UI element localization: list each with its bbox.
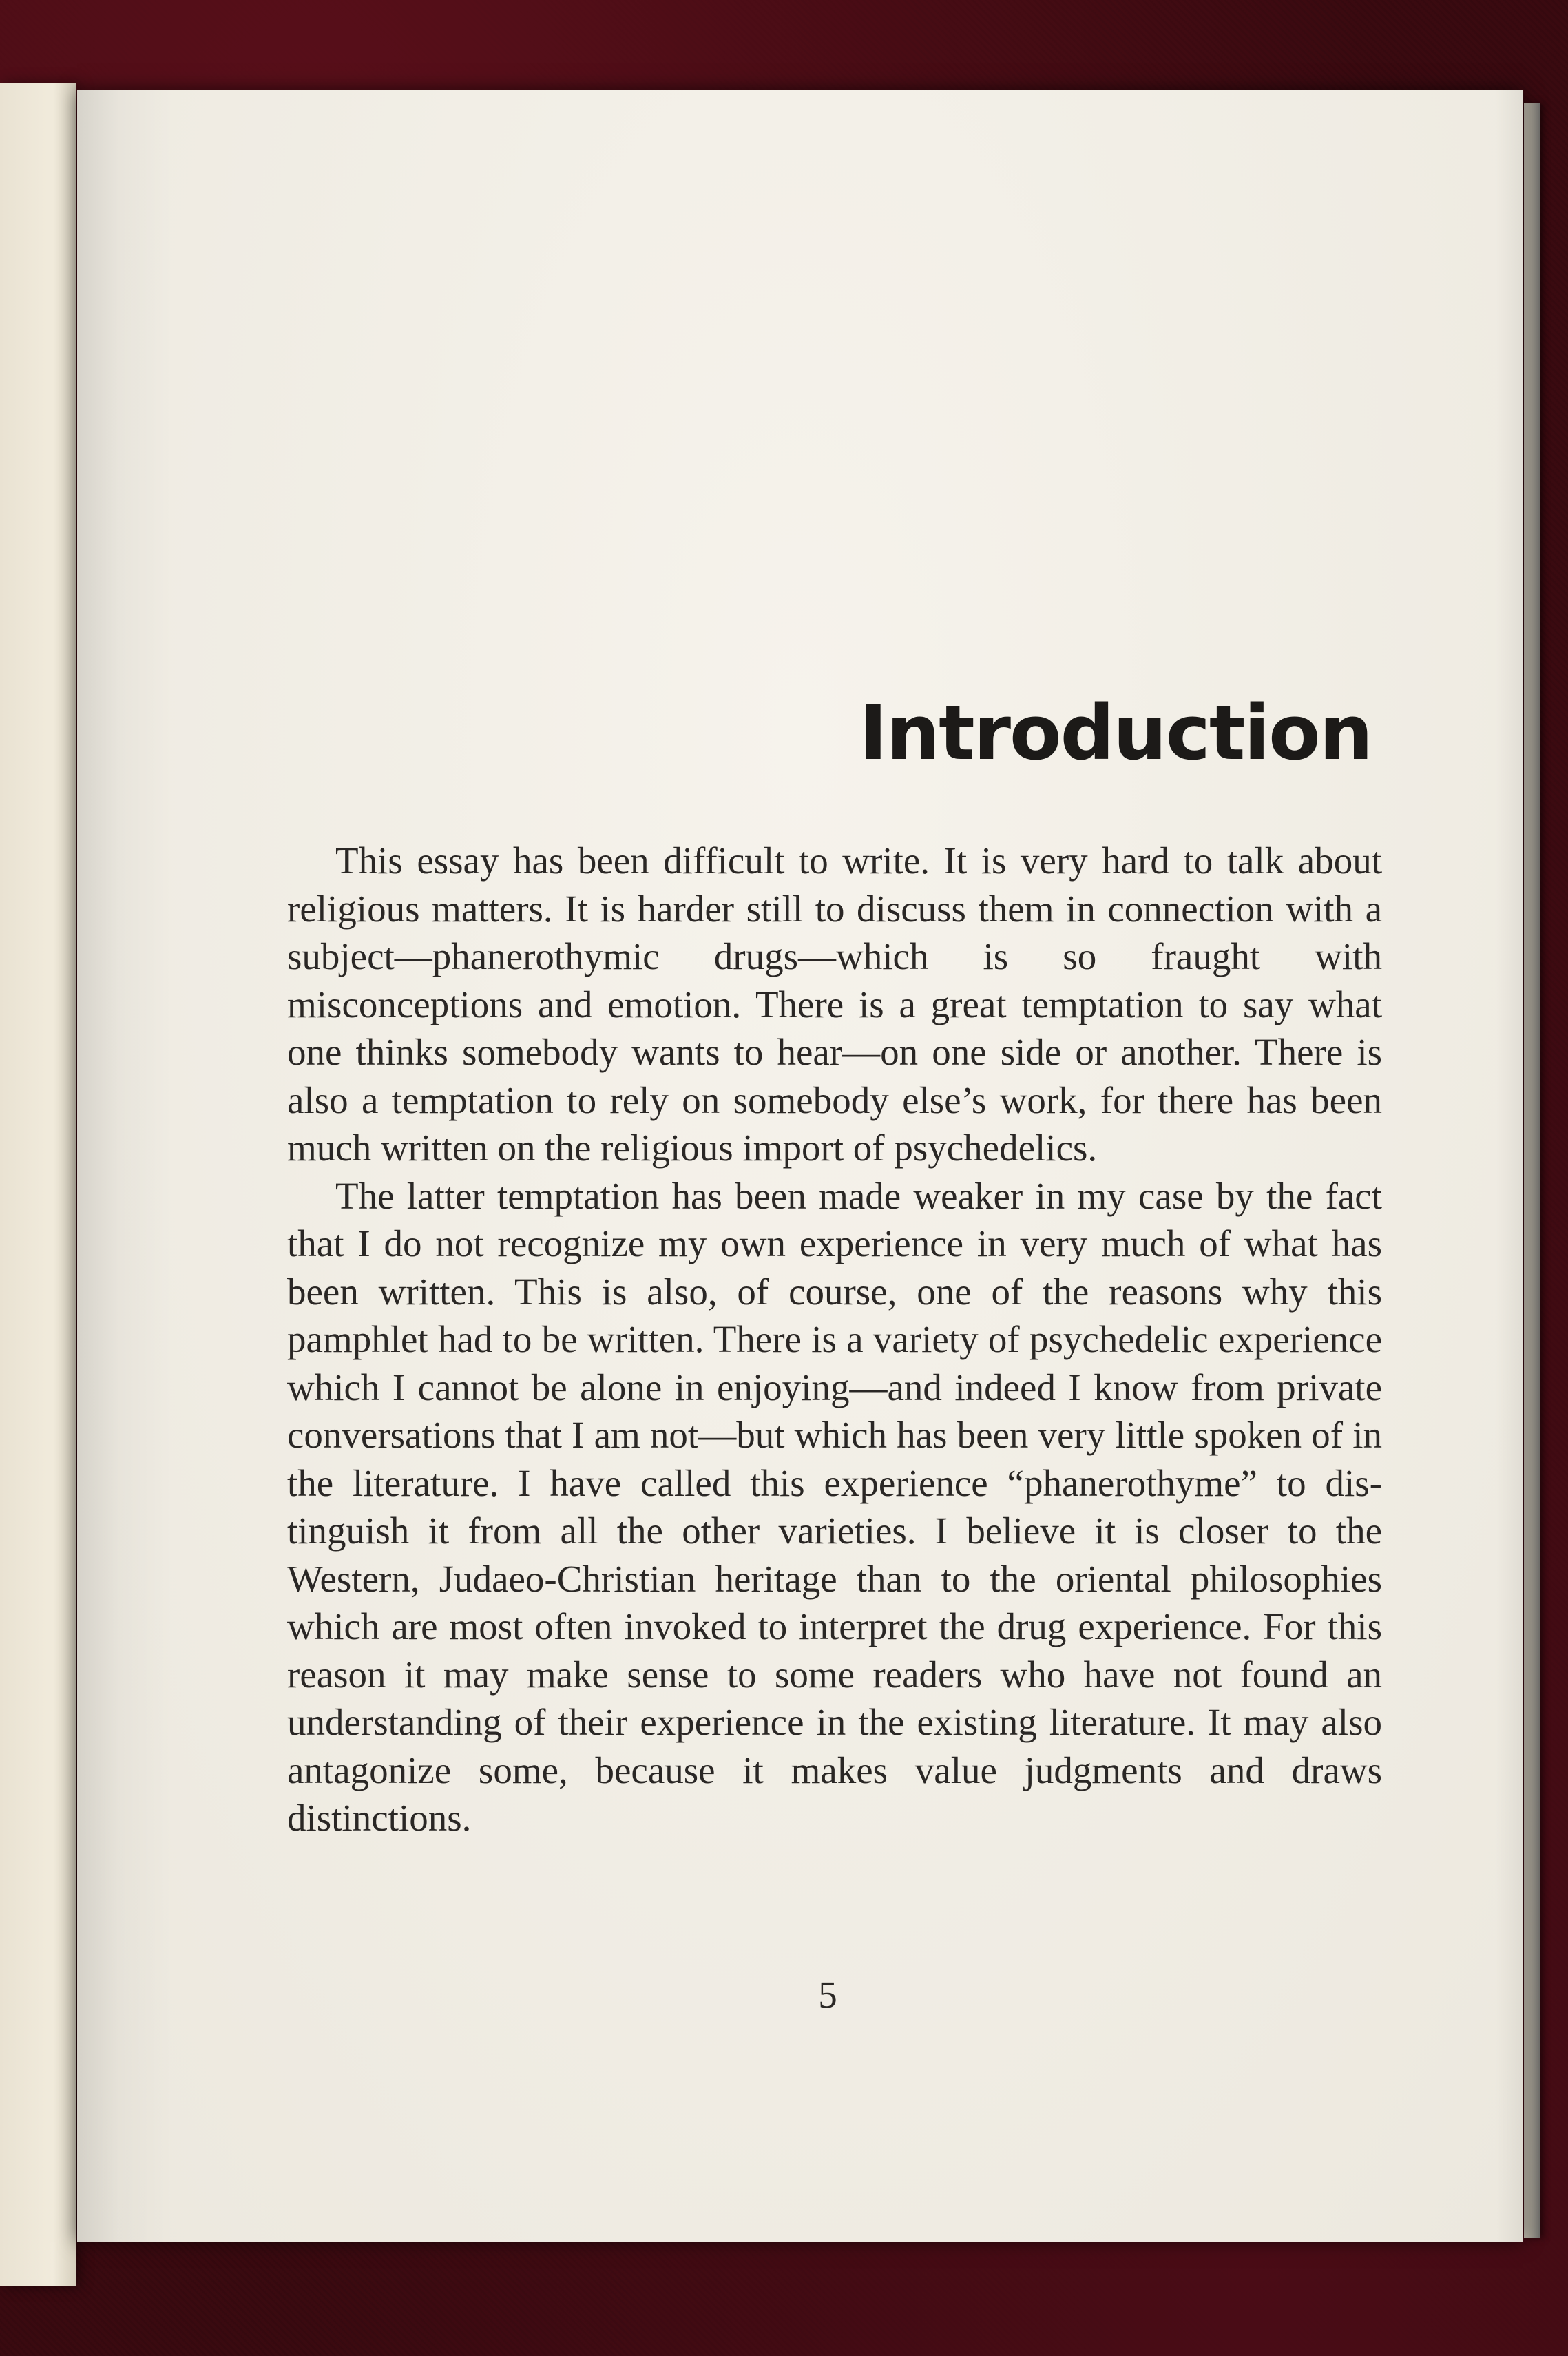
paragraph-2: The latter temptation has been made weaker in my case by the fact that I do not recognize my own experience in very much of what has been written. This is also, of course, one of the reasons why this pamphlet had to be written. There is a variety of psychedelic experience which I cannot be alone in enjoying—and indeed I know from private conversations that I am not—but which has been very little spoken of in the literature. I have called this experience “phanerothyme” to distinguish it from all the other varieties. I believe it is closer to the Western, Judaeo-Christian heritage than to the oriental philosophies which are most often invoked to interpret the drug experience. For this reason it may make sense to some readers who have not found an understanding of their experience in the existing literature. It may also antagonize some, because it makes value judgments and draws distinctions. — [287, 1174, 1382, 1839]
body-text — [287, 837, 1382, 1842]
chapter-title: Introduction — [859, 689, 1372, 777]
facing-page-edge — [0, 83, 76, 2286]
book-page — [77, 90, 1523, 2242]
page-number: 5 — [818, 1974, 837, 2016]
paragraph-1: This essay has been difficult to write. It is very hard to talk about religious matters. It is harder still to discuss them in connection with a subject—phanerothymic drugs—which is so fraught with misconceptions and emotion. There is a great temptation to say what one thinks somebody wants to hear—on one side or another. There is also a temptation to rely on somebody else’s work, for there has been much written on the religious import of psychedelics. — [287, 840, 1382, 1169]
page-stack-edge — [1524, 103, 1540, 2238]
